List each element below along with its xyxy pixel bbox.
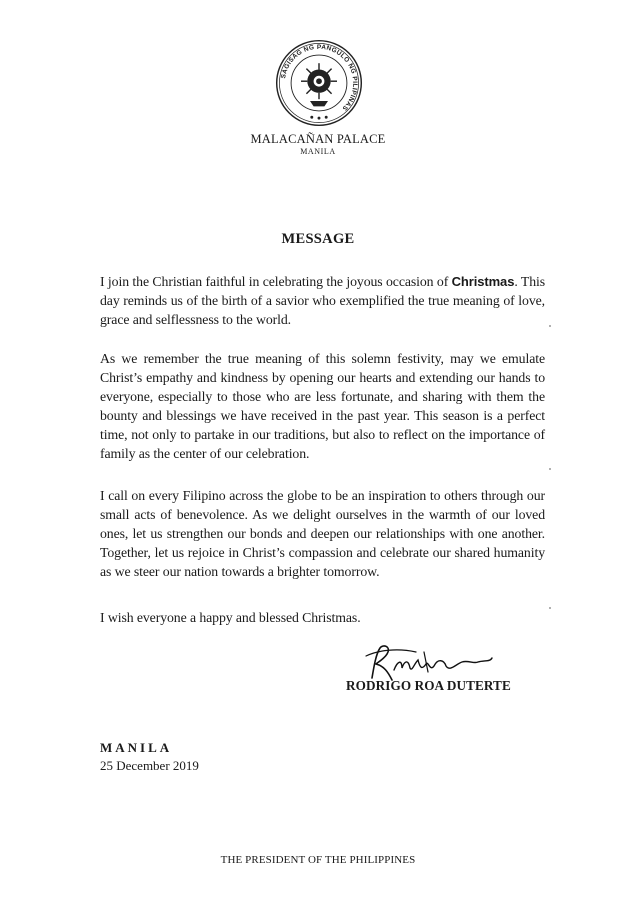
closing-date: 25 December 2019 [100,758,199,773]
message-title: MESSAGE [281,231,355,247]
palace-city: MANILA [300,147,336,156]
scan-speck [549,607,551,609]
scan-speck [549,325,551,327]
paragraph-1-end: . This day reminds us of the birth of a savior who exemplified the true meaning of love, grace and selflessness to the world. [100,274,545,327]
christmas-bold: Christmas [451,274,515,289]
presidential-seal [274,38,364,128]
scan-speck [549,468,551,470]
paragraph-3: I call on every Filipino across the globe to be an inspiration to others through our small acts of benevolence. As we delight ourselves in the warmth of our loved ones, let us strengthen our bonds and deepen our relationships with one another. Together, let us rejoice in Christ’s compassion and celebrate our shared humanity as we steer our nation towards a brighter tomorrow. [100,488,545,579]
palace-name: MALACAÑAN PALACE [250,132,386,146]
footer-title: THE PRESIDENT OF THE PHILIPPINES [220,854,416,866]
paragraph-4: I wish everyone a happy and blessed Christmas. [100,610,361,625]
paragraph-1-start: I join the Christian faithful in celebrating the joyous occasion of [100,274,452,289]
signatory-name: RODRIGO ROA DUTERTE [346,678,511,693]
seal-text: SAGISAG NG PANGULO NG PILIPINAS [280,43,359,112]
closing-place: MANILA [100,740,173,755]
paragraph-1 [100,272,545,329]
paragraph-2: As we remember the true meaning of this solemn festivity, may we emulate Christ’s empathy and kindness by opening our hearts and extending our hands to everyone, especially to those who are less fortunate, and sharing with them the bounty and blessings we have received in the past year. This season is a perfect time, not only to partake in our traditions, but also to reflect on the importance of family as the center of our celebration. [100,351,545,461]
